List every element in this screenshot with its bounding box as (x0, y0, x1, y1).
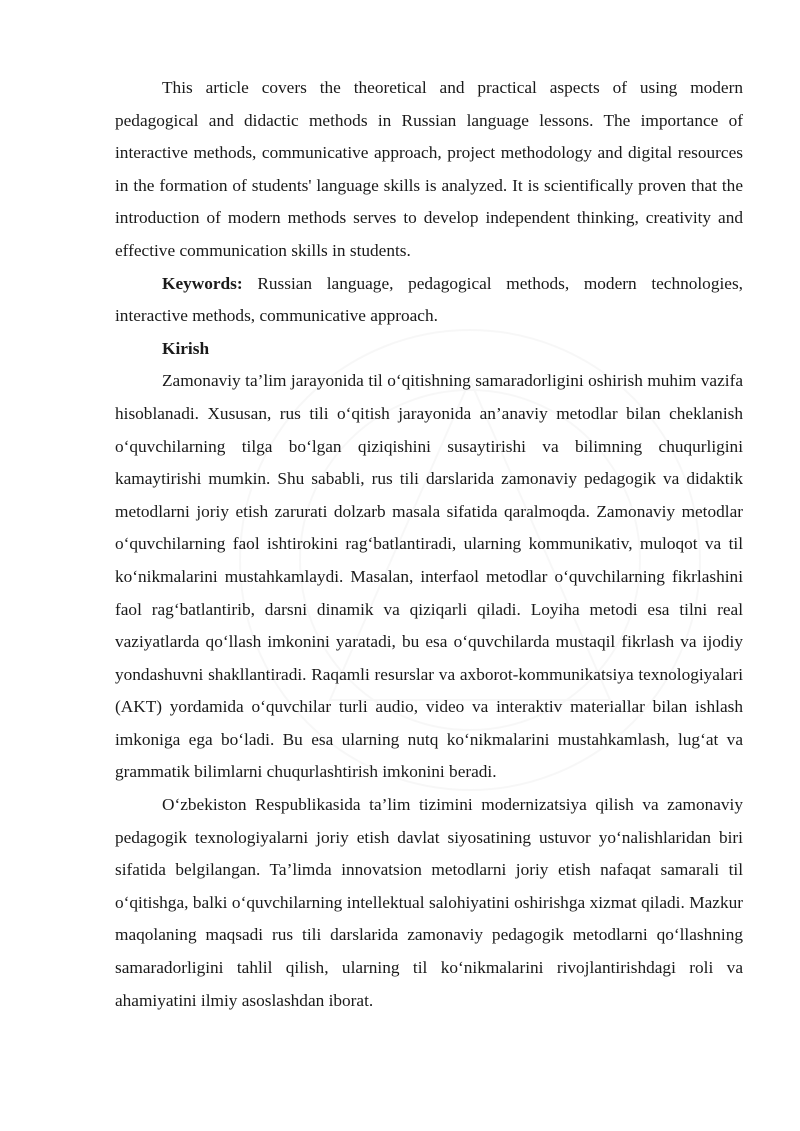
document-page (115, 72, 743, 1017)
body-paragraph: O‘zbekiston Respublikasida ta’lim tizimini modernizatsiya qilish va zamonaviy pedagogik texnologiyalarni joriy etish davlat siyosatining ustuvor yo‘nalishlaridan biri sifatida belgilangan. Ta’limda innovatsion metodlarni joriy etish nafaqat samarali til o‘qitishga, balki o‘quvchilarning intellektual salohiyatini oshirishga xizmat qiladi. Mazkur maqolaning maqsadi rus tili darslarida zamonaviy pedagogik metodlarni qo‘llashning samaradorligini tahlil qilish, ularning til ko‘nikmalarini rivojlantirishdagi roli va ahamiyatini ilmiy asoslashdan iborat. (115, 795, 743, 1010)
abstract-paragraph: This article covers the theoretical and practical aspects of using modern pedagogical and didactic methods in Russian language lessons. The importance of interactive methods, communicative approach, project methodology and digital resources in the formation of students' language skills is analyzed. It is scientifically proven that the introduction of modern methods serves to develop independent thinking, creativity and effective communication skills in students. (115, 78, 743, 260)
keywords-text: Russian language, pedagogical methods, modern technologies, interactive methods, communicative approach. (115, 273, 743, 326)
keywords-paragraph (115, 268, 743, 333)
keywords-label: Keywords: (162, 273, 243, 293)
section-heading: Kirish (162, 338, 210, 358)
body-paragraph: Zamonaviy ta’lim jarayonida til o‘qitishning samaradorligini oshirish muhim vazifa hisoblanadi. Xususan, rus tili o‘qitish jarayonida an’anaviy metodlar bilan cheklanish o‘quvchilarning tilga bo‘lgan qiziqishini susaytirishi va bilimning chuqurligini kamaytirishi mumkin. Shu sababli, rus tili darslarida zamonaviy pedagogik va didaktik metodlarni joriy etish zarurati dolzarb masala sifatida qaralmoqda. Zamonaviy metodlar o‘quvchilarning faol ishtirokini rag‘batlantiradi, ularning kommunikativ, muloqot va til ko‘nikmalarini mustahkamlaydi. Masalan, interfaol metodlar o‘quvchilarning fikrlashini faol rag‘batlantirib, darsni dinamik va qiziqarli qiladi. Loyiha metodi esa tilni real vaziyatlarda qo‘llash imkonini yaratadi, bu esa o‘quvchilarda mustaqil fikrlash va ijodiy yondashuvni shakllantiradi. Raqamli resurslar va axborot-kommunikatsiya texnologiyalari (AKT) yordamida o‘quvchilar turli audio, video va interaktiv materiallar bilan ishlash imkoniga ega bo‘ladi. Bu esa ularning nutq ko‘nikmalarini mustahkamlash, lug‘at va grammatik bilimlarni chuqurlashtirish imkonini beradi. (115, 371, 743, 782)
